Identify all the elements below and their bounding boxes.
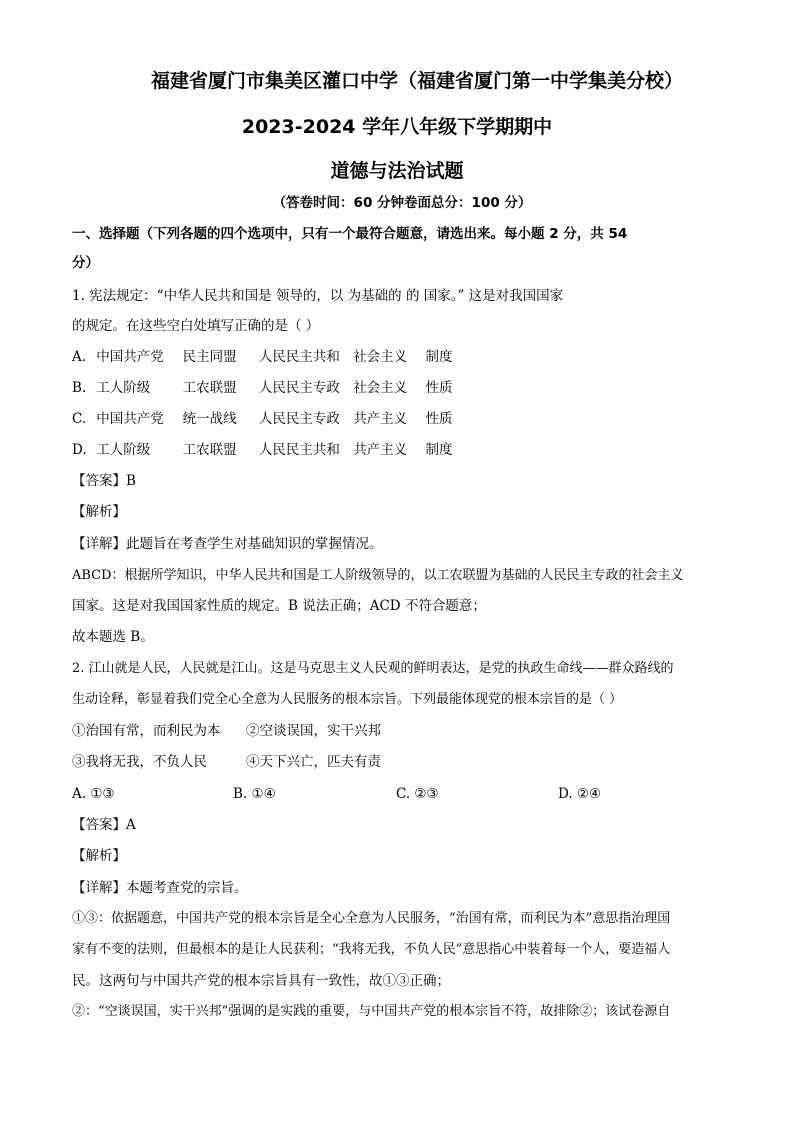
section-title-line1: 一、选择题（下列各题的四个选项中，只有一个最符合题意，请选出来。每小题 2 分，共 54 (72, 226, 628, 242)
option-c5: 制度 (425, 442, 453, 458)
q1-explain-line1: ABCD：根据所学知识，中华人民共和国是工人阶级领导的，以工农联盟为基础的人民民主专政的社会主义 (72, 568, 684, 583)
q2-analysis-label: 【解析】 (72, 848, 126, 864)
q1-option-c (72, 409, 452, 429)
option-c2: 工农联盟 (182, 380, 237, 396)
q1-option-b (72, 378, 452, 398)
school-title: 福建省厦门市集美区灌口中学（福建省厦门第一中学集美分校） (150, 70, 683, 92)
q1-explain-line2: 国家。这是对我国国家性质的规定。B 说法正确；ACD 不符合题意； (72, 598, 486, 614)
option-label: A. (72, 349, 87, 365)
q2-item-3: ③我将无我，不负人民 (72, 754, 207, 770)
q1-stem-line2: 的规定。在这些空白处填写正确的是（ ） (72, 318, 320, 334)
q1-option-d (72, 440, 452, 460)
option-c5: 性质 (425, 411, 453, 427)
q2-option-d: D. ②④ (558, 786, 602, 802)
q2-item-2: ②空谈误国，实干兴邦 (246, 723, 381, 739)
q2-explain-line3: 民。这两句与中国共产党的根本宗旨具有一致性，故①③正确； (72, 973, 450, 989)
term-title: 2023-2024 学年八年级下学期期中 (241, 116, 553, 138)
subject-title: 道德与法治试题 (330, 160, 464, 182)
option-c4: 共产主义 (353, 442, 408, 458)
option-label: D. (72, 442, 87, 458)
option-c3: 人民民主共和 (258, 442, 340, 458)
option-c2: 工农联盟 (182, 442, 237, 458)
q2-option-c: C. ②③ (396, 786, 439, 802)
q1-stem-line1: 1. 宪法规定：“中华人民共和国是 领导的，以 为基础的 的 国家。” 这是对我国国家 (72, 288, 564, 304)
option-label: B. (72, 380, 87, 396)
q2-detail: 【详解】本题考查党的宗旨。 (72, 880, 248, 896)
option-c2: 民主同盟 (182, 349, 237, 365)
option-c2: 统一战线 (182, 411, 237, 427)
option-c4: 共产主义 (353, 411, 408, 427)
q2-explain-line1: ①③：依据题意，中国共产党的根本宗旨是全心全意为人民服务，“治国有常，而利民为本”意思指治理国 (72, 911, 671, 926)
q2-stem-line1: 2. 江山就是人民，人民就是江山。这是马克思主义人民观的鲜明表达，是党的执政生命线——群众路线的 (72, 661, 674, 676)
option-c3: 人民民主专政 (258, 411, 340, 427)
q2-option-b: B. ①④ (233, 786, 276, 802)
q2-explain-line2: 家有不变的法则，但最根本的是让人民获利；“我将无我，不负人民”意思指心中装着每一个人，要造福人 (72, 942, 671, 957)
option-c1: 中国共产党 (96, 411, 164, 427)
section-title-line2: 分） (72, 255, 99, 271)
option-c1: 工人阶级 (96, 442, 151, 458)
option-c4: 社会主义 (353, 380, 408, 396)
exam-info: （答卷时间：60 分钟卷面总分：100 分） (272, 195, 532, 211)
q1-answer: 【答案】B (72, 473, 136, 489)
q1-option-a (72, 347, 452, 367)
option-label: C. (72, 411, 87, 427)
q2-option-a: A. ①③ (72, 786, 115, 802)
option-c3: 人民民主共和 (258, 349, 340, 365)
option-c5: 制度 (425, 349, 453, 365)
option-c5: 性质 (425, 380, 453, 396)
q2-explain-line4: ②：“空谈误国，实干兴邦”强调的是实践的重要，与中国共产党的根本宗旨不符，故排除②；该试卷源自 (72, 1004, 671, 1019)
q1-analysis-label: 【解析】 (72, 504, 126, 520)
option-c4: 社会主义 (353, 349, 408, 365)
q2-stem-line2: 生动诠释，彰显着我们党全心全意为人民服务的根本宗旨。下列最能体现党的根本宗旨的是（ ） (72, 692, 623, 707)
option-c3: 人民民主专政 (258, 380, 340, 396)
q1-detail: 【详解】此题旨在考查学生对基础知识的掌握情况。 (72, 536, 383, 552)
option-c1: 工人阶级 (96, 380, 151, 396)
q2-item-4: ④天下兴亡，匹夫有责 (246, 754, 381, 770)
q1-conclusion: 故本题选 B。 (72, 629, 154, 645)
option-c1: 中国共产党 (96, 349, 164, 365)
q2-answer: 【答案】A (72, 817, 136, 833)
q2-item-1: ①治国有常，而利民为本 (72, 723, 221, 739)
